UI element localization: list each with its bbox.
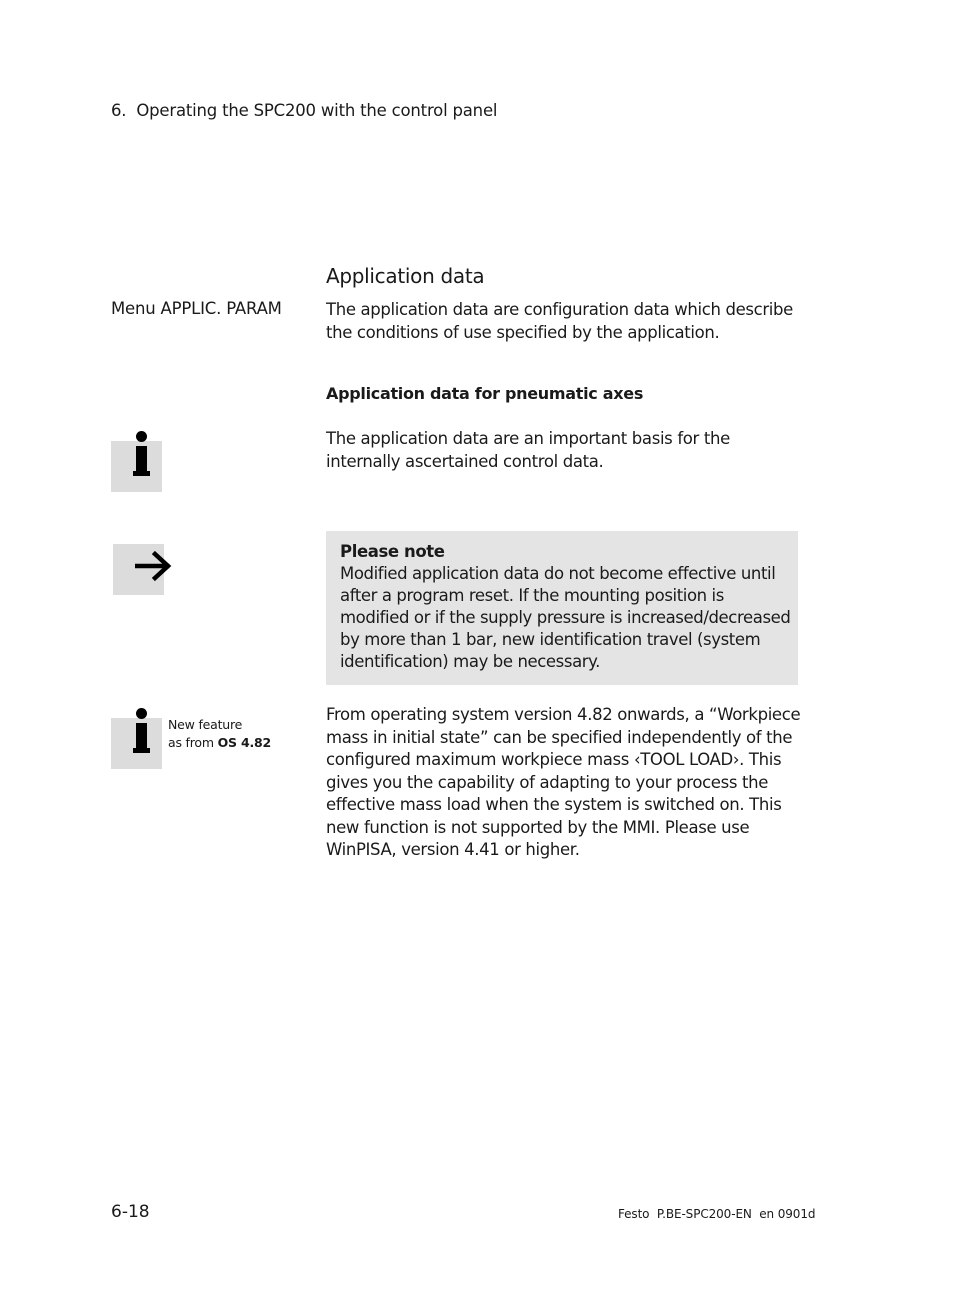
feature-paragraph: From operating system version 4.82 onwards, a “Workpiece mass in initial state” can be specified independently of the configured maximum workpiece mass ‹TOOL LOAD›. This gives you the capability of adapting to your process the effective mass load when the system is switched on. This new function is not supported by the MMI. Please use WinPISA, version 4.41 or higher.	[326, 705, 801, 859]
new-feature-label	[168, 716, 271, 752]
intro-paragraph: The application data are configuration data which describe the conditions of use specified by the application.	[326, 300, 793, 342]
info-paragraph: The application data are an important basis for the internally ascertained control data.	[326, 429, 730, 471]
chapter-header	[111, 101, 497, 120]
feature-label-prefix: as from	[168, 735, 218, 750]
note-box	[326, 531, 798, 685]
note-text: Modified application data do not become effective until after a program reset. If the mounting position is modified or if the supply pressure is increased/decreased by more than 1 bar, new identification travel (system identification) may be necessary.	[340, 564, 791, 671]
feature-version: OS 4.82	[217, 735, 272, 750]
chapter-number: 6.	[111, 101, 127, 120]
subheading-pneumatic-axes: Application data for pneumatic axes	[326, 384, 644, 403]
info-icon	[111, 441, 162, 492]
feature-label-line1: New feature	[168, 717, 243, 732]
chapter-title: Operating the SPC200 with the control panel	[136, 101, 498, 120]
menu-label: Menu APPLIC. PARAM	[111, 299, 282, 318]
note-content	[340, 541, 792, 673]
info-icon	[111, 718, 162, 769]
arrow-right-icon	[113, 544, 164, 595]
page-number: 6-18	[111, 1202, 150, 1222]
document-reference: Festo P.BE-SPC200-EN en 0901d	[618, 1207, 816, 1221]
section-title: Application data	[326, 264, 485, 288]
note-title: Please note	[340, 542, 445, 561]
